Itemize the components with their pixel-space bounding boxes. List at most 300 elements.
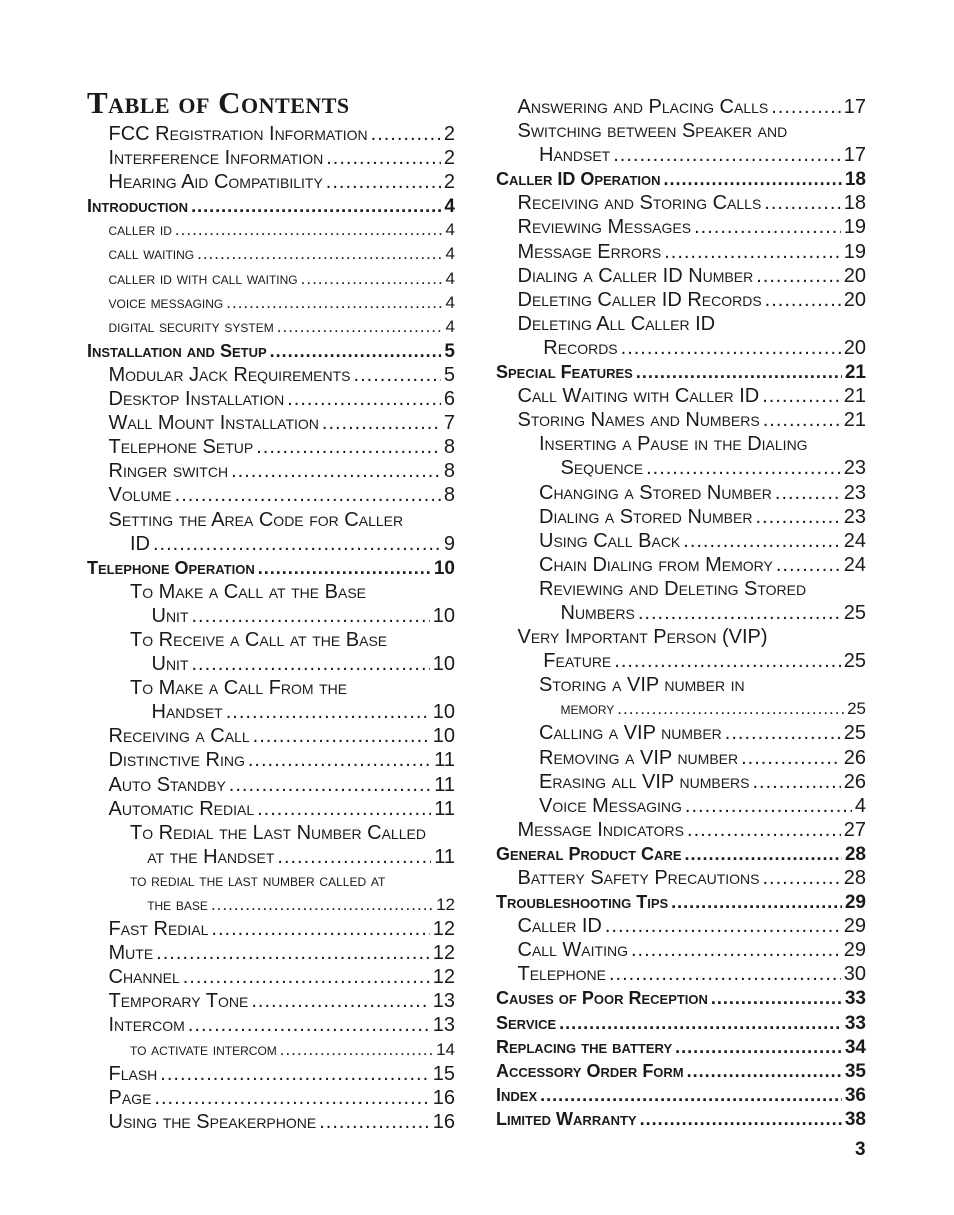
dot-leader [258,556,431,580]
toc-entry[interactable] [87,748,455,772]
toc-entry-page: 2 [443,171,455,194]
toc-entry-label: Unit [151,604,189,627]
toc-entry[interactable] [87,1038,455,1062]
toc-entry-label: Answering and Placing Calls [517,96,769,118]
toc-entry-page: 20 [843,336,866,359]
toc-entry-label: Troubleshooting Tips [496,892,669,913]
dot-leader [251,989,429,1013]
toc-entry-page: 33 [844,1012,866,1034]
toc-entry-label: FCC Registration Information [108,123,368,145]
toc-entry-page: 12 [432,918,455,941]
toc-entry-label: Changing a Stored Number [539,481,772,504]
toc-entry-label: digital security system [108,316,274,336]
toc-entry-label: Receiving and Storing Calls [517,192,762,215]
toc-entry[interactable] [496,794,866,818]
toc-entry[interactable] [496,456,866,480]
toc-entry-page: 25 [843,601,866,624]
dot-leader [755,505,840,529]
toc-entry-page: 21 [843,409,866,432]
dot-leader [605,914,841,938]
toc-entry-label: To Receive a Call at the Base [130,628,388,651]
toc-entry-label: Feature [543,650,612,673]
toc-entry[interactable] [496,938,866,962]
toc-entry-label: To Make a Call at the Base [130,580,367,603]
toc-entry-page: 23 [843,505,866,528]
toc-entry[interactable] [87,773,455,797]
toc-entry-label: Caller ID [517,915,602,938]
toc-entry-label: General Product Care [496,843,682,864]
toc-entry[interactable] [496,818,866,842]
toc-entry-page: 11 [434,797,455,820]
toc-entry[interactable] [87,387,455,411]
toc-entry[interactable] [87,580,455,604]
toc-entry-page: 14 [436,1039,455,1059]
toc-section-heading[interactable] [496,986,866,1010]
toc-entry-page: 28 [843,867,866,889]
toc-entry[interactable] [87,1110,455,1134]
toc-entry-label: Hearing Aid Compatibility [108,171,323,194]
toc-entry-label: Removing a VIP number [539,746,739,769]
toc-entry-page: 36 [844,1084,866,1106]
toc-entry[interactable] [87,411,455,435]
toc-entry-label: Numbers [560,601,635,624]
dot-leader [664,167,842,191]
dot-leader [175,218,443,242]
toc-entry-label: caller id with call waiting [108,268,298,288]
toc-entry[interactable] [496,408,866,432]
dot-leader [156,941,430,965]
toc-entry-label: Call Waiting with Caller ID [517,385,760,408]
toc-entry[interactable] [87,483,455,507]
toc-entry[interactable] [496,215,866,239]
toc-column-left [87,122,455,1134]
toc-entry-page: 30 [843,963,866,986]
toc-section-heading[interactable] [496,1011,866,1035]
toc-entry[interactable] [496,625,866,649]
toc-entry-label: Introduction [87,196,189,217]
dot-leader [671,890,842,914]
toc-entry-page: 25 [847,699,866,719]
toc-entry-page: 5 [444,340,455,362]
toc-entry-page: 4 [445,292,455,312]
toc-entry-label: Flash [108,1062,158,1085]
dot-leader [752,770,840,794]
toc-entry-label: Limited Warranty [496,1108,637,1129]
toc-entry-label: Mute [108,942,154,965]
toc-entry-label: Fast Redial [108,918,209,941]
toc-entry-label: Erasing all VIP numbers [539,770,750,793]
dot-leader [756,264,841,288]
toc-entry-page: 4 [445,316,455,336]
toc-entry-page: 29 [843,915,866,938]
dot-leader [231,459,441,483]
toc-entry-label: Accessory Order Form [496,1060,684,1081]
toc-entry-label: Telephone Setup [108,436,254,459]
toc-entry-label: Records [543,336,618,359]
toc-entry[interactable] [496,505,866,529]
toc-entry[interactable] [496,770,866,794]
toc-entry-page: 29 [844,892,866,914]
toc-entry-label: Deleting Caller ID Records [517,288,762,311]
toc-section-heading[interactable] [87,556,455,580]
toc-entry[interactable] [87,604,455,628]
toc-entry-label: Auto Standby [108,773,226,796]
toc-entry-label: Modular Jack Requirements [108,363,351,386]
toc-entry[interactable] [496,697,866,721]
toc-entry-label: Calling a VIP number [539,722,722,745]
toc-entry-page: 8 [443,460,455,483]
toc-entry[interactable] [87,628,455,652]
dot-leader [675,1035,842,1059]
dot-leader [685,794,852,818]
toc-entry-label: call waiting [108,244,195,264]
toc-entry[interactable] [87,821,455,845]
toc-entry[interactable] [496,432,866,456]
toc-entry-page: 4 [445,268,455,288]
dot-leader [631,938,841,962]
toc-entry-page: 27 [843,818,866,841]
toc-entry-label: Reviewing and Deleting Stored [539,577,807,600]
dot-leader [683,529,840,553]
toc-entry-label: Telephone Operation [87,557,255,578]
toc-entry[interactable] [496,312,866,336]
dot-leader [685,842,842,866]
dot-leader [741,746,841,770]
dot-leader [540,1083,842,1107]
toc-entry-label: Causes of Poor Reception [496,988,708,1009]
toc-entry[interactable] [496,240,866,264]
toc-entry[interactable] [87,941,455,965]
toc-entry-label: Message Errors [517,240,662,263]
toc-entry[interactable] [87,1062,455,1086]
toc-entry[interactable] [496,673,866,697]
dot-leader [614,649,840,673]
toc-entry-label: memory [560,699,615,719]
toc-entry[interactable] [87,965,455,989]
dot-leader [226,700,430,724]
toc-entry-label: Handset [151,701,223,724]
toc-entry-label: Volume [108,484,172,507]
dot-leader [762,866,840,890]
toc-section-heading[interactable] [87,339,455,363]
toc-entry-page: 28 [844,843,866,865]
toc-entry[interactable] [496,601,866,625]
toc-entry-page: 10 [432,604,455,627]
dot-leader [638,601,841,625]
dot-leader [277,315,443,339]
toc-entry-label: To Redial the Last Number Called [130,821,426,844]
toc-entry-page: 23 [843,457,866,480]
dot-leader [277,845,431,869]
toc-entry-label: caller id [108,220,172,240]
dot-leader [326,170,441,194]
toc-entry-page: 10 [432,725,455,748]
toc-entry-label: To Make a Call From the [130,677,348,700]
dot-leader [160,1062,429,1086]
toc-entry[interactable] [87,845,455,869]
toc-entry-page: 7 [443,412,455,435]
toc-entry-page: 17 [843,144,866,167]
toc-entry-label: Dialing a Caller ID Number [517,264,754,287]
toc-section-heading[interactable] [496,1107,866,1131]
toc-entry-page: 20 [843,288,866,311]
toc-entry-label: voice messaging [108,292,224,312]
toc-entry-page: 20 [843,264,866,287]
dot-leader [253,724,430,748]
toc-entry-page: 33 [844,988,866,1010]
dot-leader [257,797,431,821]
dot-leader [559,1011,842,1035]
toc-section-heading[interactable] [496,167,866,191]
toc-entry[interactable] [87,218,455,242]
toc-entry[interactable] [496,481,866,505]
toc-entry-label: Switching between Speaker and [517,120,788,143]
dot-leader [621,336,841,360]
dot-leader [771,95,841,119]
toc-entry[interactable] [496,95,866,119]
toc-entry-label: Automatic Redial [108,797,255,820]
toc-entry-page: 8 [443,436,455,459]
toc-entry-page: 29 [843,939,866,962]
toc-entry[interactable] [496,529,866,553]
toc-section-heading[interactable] [496,1059,866,1083]
toc-entry-label: to activate intercom [130,1039,277,1059]
dot-leader [636,360,842,384]
toc-entry[interactable] [87,146,455,170]
toc-entry-label: the base [147,895,208,914]
toc-entry[interactable] [496,384,866,408]
toc-entry-label: ID [130,532,150,555]
toc-entry-page: 11 [434,845,455,868]
dot-leader [613,143,841,167]
dot-leader [326,146,441,170]
dot-leader [687,818,841,842]
toc-entry[interactable] [496,143,866,167]
toc-entry-label: Service [496,1012,557,1033]
toc-entry-label: Deleting All Caller ID [517,312,716,335]
dot-leader [775,481,841,505]
toc-entry[interactable] [496,962,866,986]
dot-leader [256,435,441,459]
dot-leader [154,1086,429,1110]
toc-entry-page: 11 [434,773,455,796]
toc-entry[interactable] [87,797,455,821]
toc-entry-label: Temporary Tone [108,990,249,1013]
toc-entry[interactable] [87,459,455,483]
toc-entry-label: Page [108,1086,152,1109]
toc-entry[interactable] [87,267,455,291]
dot-leader [183,965,430,989]
dot-leader [192,652,430,676]
toc-entry[interactable] [87,869,455,893]
toc-entry-page: 19 [843,216,866,239]
toc-entry-page: 21 [844,362,866,384]
toc-entry[interactable] [87,242,455,266]
toc-entry[interactable] [496,553,866,577]
dot-leader [248,748,431,772]
toc-entry-label: Unit [151,653,189,676]
toc-entry[interactable] [87,291,455,315]
toc-entry[interactable] [87,122,455,146]
dot-leader [371,122,441,146]
toc-entry-label: Wall Mount Installation [108,412,319,435]
toc-entry-label: Channel [108,966,180,989]
toc-entry-label: Desktop Installation [108,388,285,411]
toc-section-heading[interactable] [87,194,455,218]
toc-entry[interactable] [87,435,455,459]
toc-entry-label: Receiving a Call [108,725,250,748]
toc-entry-page: 25 [843,722,866,745]
toc-entry-label: Very Important Person (VIP) [517,626,768,649]
toc-entry-label: Battery Safety Precautions [517,867,760,889]
toc-entry-page: 16 [432,1086,455,1109]
dot-leader [188,1013,430,1037]
toc-entry-label: at the Handset [147,845,275,868]
toc-entry[interactable] [496,336,866,360]
toc-column-right [496,95,866,1131]
toc-section-heading[interactable] [496,890,866,914]
toc-section-heading[interactable] [496,1083,866,1107]
dot-leader [229,773,431,797]
toc-entry-page: 35 [844,1060,866,1082]
toc-entry-label: Replacing the battery [496,1036,673,1057]
toc-entry-page: 4 [854,794,866,817]
toc-entry-label: Ringer switch [108,460,229,483]
toc-entry-page: 11 [434,749,455,772]
toc-entry-page: 2 [443,123,455,145]
toc-entry-page: 16 [432,1110,455,1133]
toc-entry-page: 2 [443,147,455,170]
toc-entry-page: 9 [443,532,455,555]
dot-leader [687,1059,842,1083]
toc-entry[interactable] [87,676,455,700]
dot-leader [319,1110,430,1134]
toc-entry[interactable] [496,191,866,215]
toc-entry-label: Using Call Back [539,529,681,552]
dot-leader [175,483,441,507]
toc-entry-label: Sequence [560,457,644,480]
toc-entry-page: 10 [433,557,455,579]
toc-entry-label: Using the Speakerphone [108,1110,317,1133]
toc-entry[interactable] [87,170,455,194]
dot-leader [192,604,430,628]
toc-entry-page: 8 [443,484,455,507]
dot-leader [211,893,433,917]
dot-leader [211,917,429,941]
toc-entry-page: 38 [844,1108,866,1130]
toc-section-heading[interactable] [496,360,866,384]
toc-entry-page: 10 [432,653,455,676]
toc-entry-page: 13 [432,990,455,1013]
toc-entry-label: Storing Names and Numbers [517,409,760,432]
toc-entry-label: Storing a VIP number in [539,674,745,697]
toc-entry-page: 18 [844,169,866,191]
toc-entry-label: Dialing a Stored Number [539,505,753,528]
toc-entry[interactable] [87,724,455,748]
toc-entry[interactable] [87,508,455,532]
toc-entry[interactable] [87,1086,455,1110]
toc-entry[interactable] [496,264,866,288]
toc-entry-label: Voice Messaging [539,794,682,817]
toc-entry[interactable] [496,577,866,601]
dot-leader [762,384,841,408]
toc-entry-label: to redial the last number called at [130,870,386,890]
toc-section-heading[interactable] [496,1035,866,1059]
dot-leader [354,363,441,387]
toc-entry-page: 15 [432,1062,455,1085]
toc-entry[interactable] [496,746,866,770]
toc-entry-page: 4 [445,244,455,264]
dot-leader [153,532,441,556]
toc-entry-page: 34 [844,1036,866,1058]
toc-entry[interactable] [496,866,866,890]
toc-entry[interactable] [496,721,866,745]
toc-entry[interactable] [87,893,455,917]
dot-leader [763,408,841,432]
toc-entry-label: Inserting a Pause in the Dialing [539,433,808,456]
toc-entry-label: Installation and Setup [87,340,267,361]
toc-entry[interactable] [87,652,455,676]
toc-entry[interactable] [87,1013,455,1037]
toc-entry-page: 26 [843,770,866,793]
toc-entry-page: 25 [843,650,866,673]
dot-leader [197,242,442,266]
dot-leader [270,339,442,363]
toc-entry[interactable] [496,288,866,312]
toc-entry-label: Call Waiting [517,939,628,962]
toc-entry-page: 19 [843,240,866,263]
toc-entry-page: 12 [432,966,455,989]
toc-entry-page: 26 [843,746,866,769]
toc-entry[interactable] [87,363,455,387]
dot-leader [617,697,844,721]
toc-entry[interactable] [87,989,455,1013]
toc-section-heading[interactable] [496,842,866,866]
toc-entry-page: 17 [843,96,866,118]
toc-entry-page: 18 [843,192,866,215]
dot-leader [776,553,841,577]
toc-entry-page: 24 [843,529,866,552]
toc-entry-page: 4 [445,220,455,240]
dot-leader [287,387,441,411]
toc-entry-page: 5 [443,363,455,386]
toc-entry-page: 23 [843,481,866,504]
toc-entry-label: Reviewing Messages [517,216,692,239]
dot-leader [640,1107,842,1131]
toc-entry-label: Index [496,1084,538,1105]
dot-leader [765,288,841,312]
dot-leader [301,267,443,291]
toc-entry[interactable] [87,917,455,941]
dot-leader [191,194,441,218]
toc-entry-label: Special Features [496,362,633,383]
toc-entry[interactable] [87,315,455,339]
toc-entry-page: 4 [444,196,455,218]
toc-entry[interactable] [496,649,866,673]
toc-entry-page: 24 [843,553,866,576]
dot-leader [646,456,841,480]
toc-entry-label: Handset [539,144,611,167]
dot-leader [711,986,842,1010]
toc-entry[interactable] [87,532,455,556]
dot-leader [694,215,841,239]
toc-entry[interactable] [496,119,866,143]
toc-entry-page: 12 [432,942,455,965]
toc-entry-label: Setting the Area Code for Caller [108,508,404,531]
toc-entry[interactable] [87,700,455,724]
toc-entry[interactable] [496,914,866,938]
page-title: Table of Contents [87,85,350,120]
